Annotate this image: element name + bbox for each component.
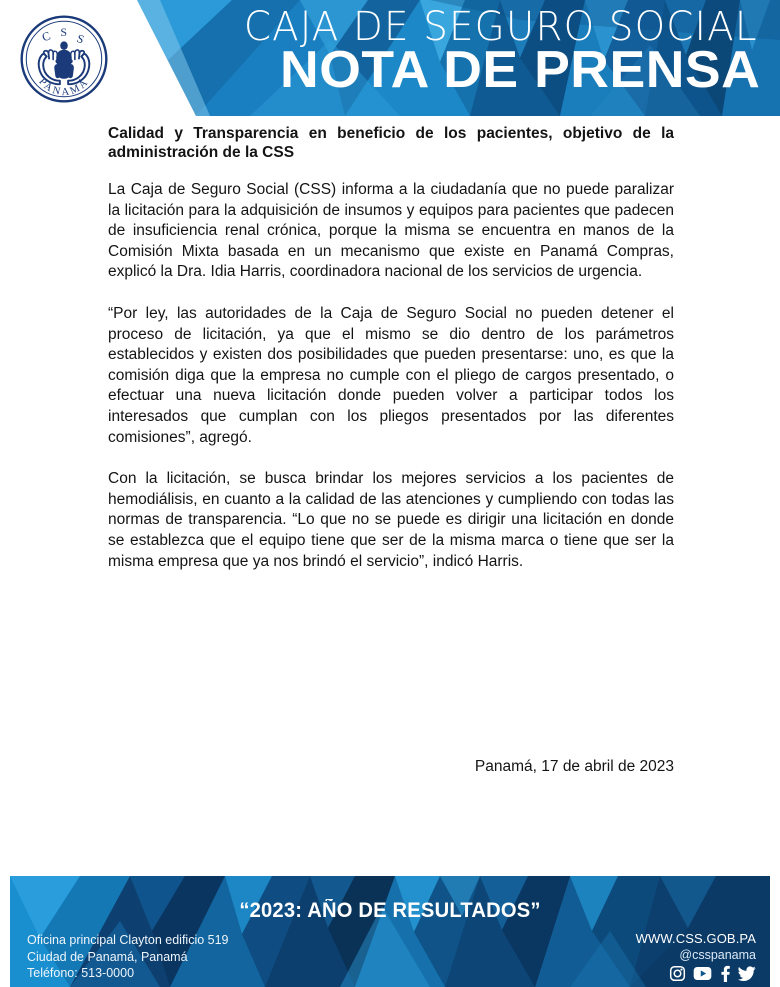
css-panama-seal-icon [18, 13, 110, 105]
facebook-icon[interactable] [719, 965, 731, 982]
footer-social-handle: @csspanama [679, 948, 756, 962]
header-organization-title: CAJA DE SEGURO SOCIAL [244, 4, 758, 50]
instagram-icon[interactable] [669, 965, 686, 982]
footer-slogan: “2023: AÑO DE RESULTADOS” [239, 899, 541, 922]
svg-text:PANAMÁ: PANAMÁ [36, 76, 92, 99]
header-document-type: NOTA DE PRENSA [279, 41, 760, 99]
twitter-icon[interactable] [738, 966, 756, 982]
svg-text:S: S [74, 31, 86, 47]
footer-website[interactable]: WWW.CSS.GOB.PA [635, 931, 756, 946]
document-footer [10, 876, 770, 987]
document-header [0, 0, 780, 116]
dateline: Panamá, 17 de abril de 2023 [474, 758, 674, 775]
footer-web-social [636, 930, 756, 982]
paragraph-2: “Por ley, las autoridades de la Caja de Seguro Social no pueden detener el proceso de licitación, ya que el mismo se dio dentro de los parámetros establecidos y existen dos posibilidades que pueden presentarse: uno, es que la comisión diga que la empresa no cumple con el pliego de cargos presentado, o efectuar una nueva licitación donde pueden volver a participar todos los interesados que cumplan con los pliegos presentados por las diferentes comisiones”, agregó. [108, 304, 674, 446]
footer-social-icons [636, 965, 756, 982]
press-release-body [108, 124, 674, 572]
footer-address-line-1: Oficina principal Clayton edificio 519 [27, 933, 229, 947]
headline: Calidad y Transparencia en beneficio de los pacientes, objetivo de la administración de la CSS [108, 125, 674, 161]
footer-phone: Teléfono: 513-0000 [27, 966, 135, 980]
paragraph-1: La Caja de Seguro Social (CSS) informa a la ciudadanía que no puede paralizar la licitación para la adquisición de insumos y equipos para pacientes que padecen de insuficiencia renal crónica, porque la misma se encuentra en manos de la Comisión Mixta basada en un mecanismo que existe en Panamá Compras, explicó la Dra. Idia Harris, coordinadora nacional de los servicios de urgencia. [108, 181, 674, 281]
paragraph-3: Con la licitación, se busca brindar los mejores servicios a los pacientes de hemodiálisis, en cuanto a la calidad de las atenciones y cumpliendo con todas las normas de transparencia. “Lo que no se puede es dirigir una licitación en donde se establezca que el equipo tiene que ser de la misma marca o tiene que ser la misma empresa que ya nos brindó el servicio”, indicó Harris. [108, 470, 674, 570]
footer-contact-info [27, 932, 229, 982]
youtube-icon[interactable] [693, 965, 712, 982]
svg-text:S: S [60, 25, 67, 39]
svg-text:C: C [39, 28, 53, 45]
footer-address-line-2: Ciudad de Panamá, Panamá [27, 949, 188, 964]
header-polygon-background [0, 0, 780, 116]
